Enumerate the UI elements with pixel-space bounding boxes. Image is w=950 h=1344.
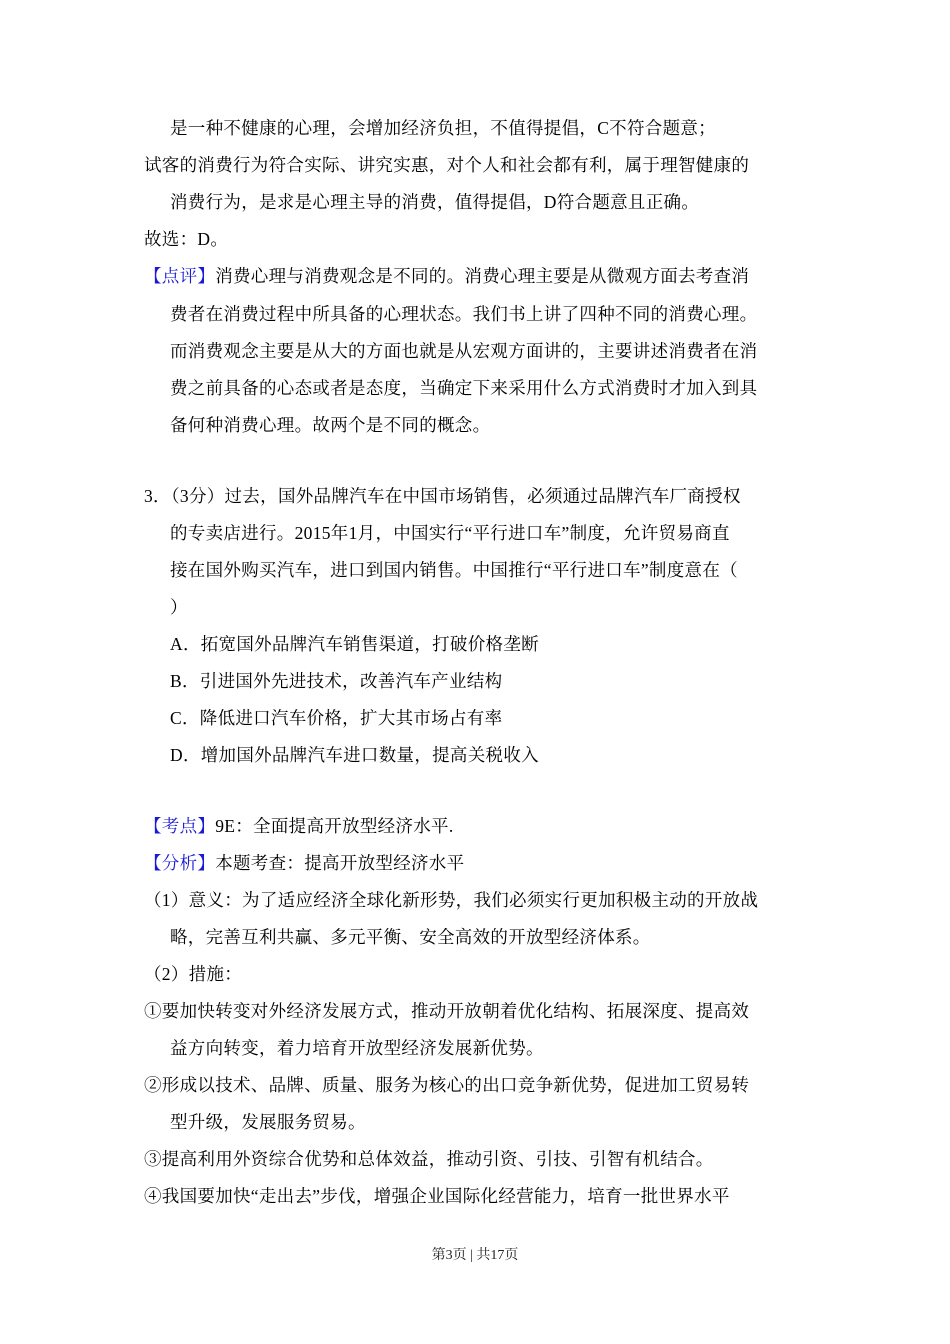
comment-line: 费者在消费过程中所具备的心理状态。我们书上讲了四种不同的消费心理。: [170, 304, 758, 324]
analysis-line: ③提高利用外资综合优势和总体效益，推动引资、引技、引智有机结合。: [144, 1149, 714, 1169]
option-a: A．拓宽国外品牌汽车销售渠道，打破价格垄断: [170, 634, 539, 654]
analysis-line: ①要加快转变对外经济发展方式，推动开放朝着优化结构、拓展深度、提高效: [144, 1001, 750, 1021]
option-c: C．降低进口汽车价格，扩大其市场占有率: [170, 708, 503, 728]
page-footer: 第3页 | 共17页: [431, 1248, 519, 1263]
question-stem-line: 接在国外购买汽车，进口到国内销售。中国推行“平行进口车”制度意在（: [170, 560, 738, 580]
comment-label: 【点评】: [144, 266, 216, 286]
answer-line: 故选：D。: [144, 229, 229, 249]
question-stem-line: [144, 484, 741, 508]
comment-text: 消费心理与消费观念是不同的。消费心理主要是从微观方面去考查消: [215, 266, 750, 286]
question-number: 3．: [144, 486, 171, 506]
comment-line: 而消费观念主要是从大的方面也就是从宏观方面讲的，主要讲述消费者在消: [170, 341, 758, 361]
analysis-line: ②形成以技术、品牌、质量、服务为核心的出口竞争新优势，促进加工贸易转: [144, 1075, 750, 1095]
text-line: 试客的消费行为符合实际、讲究实惠，对个人和社会都有利，属于理智健康的: [144, 155, 750, 175]
comment-line: 费之前具备的心态或者是态度，当确定下来采用什么方式消费时才加入到具: [170, 378, 758, 398]
comment-line: 备何种消费心理。故两个是不同的概念。: [170, 415, 491, 435]
question-stem-line: 的专卖店进行。2015年1月，中国实行“平行进口车”制度，允许贸易商直: [170, 523, 730, 543]
analysis-line: 型升级，发展服务贸易。: [170, 1112, 366, 1132]
fenxi-line: [144, 851, 464, 875]
option-b: B．引进国外先进技术，改善汽车产业结构: [170, 671, 503, 691]
kaodian-line: [144, 814, 454, 838]
analysis-line: 略，完善互利共赢、多元平衡、安全高效的开放型经济体系。: [170, 927, 651, 947]
analysis-line: （2）措施：: [144, 964, 243, 984]
fenxi-label: 【分析】: [144, 853, 216, 873]
question-text: （3分）过去，国外品牌汽车在中国市场销售，必须通过品牌汽车厂商授权: [170, 486, 741, 506]
analysis-line: 益方向转变，着力培育开放型经济发展新优势。: [170, 1038, 544, 1058]
kaodian-label: 【考点】: [144, 816, 216, 836]
kaodian-text: 9E：全面提高开放型经济水平.: [215, 816, 454, 836]
analysis-line: （1）意义：为了适应经济全球化新形势，我们必须实行更加积极主动的开放战: [144, 890, 759, 910]
question-stem-line: ）: [170, 597, 188, 617]
text-line: 消费行为，是求是心理主导的消费，值得提倡，D符合题意且正确。: [170, 192, 700, 212]
comment-line: [144, 264, 749, 288]
text-line: 是一种不健康的心理，会增加经济负担，不值得提倡，C不符合题意；: [170, 118, 716, 138]
option-d: D．增加国外品牌汽车进口数量，提高关税收入: [170, 745, 539, 765]
fenxi-text: 本题考查：提高开放型经济水平: [215, 853, 465, 873]
analysis-line: ④我国要加快“走出去”步伐，增强企业国际化经营能力，培育一批世界水平: [144, 1186, 730, 1206]
